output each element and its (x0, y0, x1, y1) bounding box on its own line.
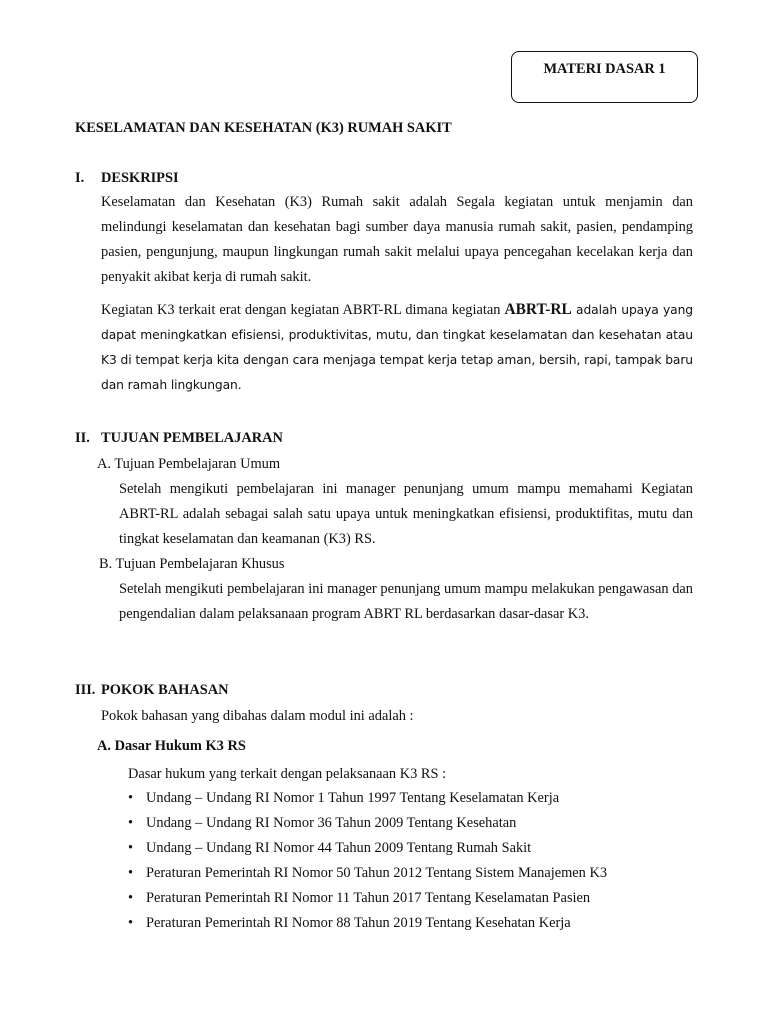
paragraph-2-text-a: Kegiatan K3 terkait erat dengan kegiatan ABRT-RL dimana kegiatan (101, 302, 505, 318)
section-1-heading: DESKRIPSI (101, 170, 179, 186)
subsection-a-heading: A. Dasar Hukum K3 RS (97, 738, 246, 754)
section-3-intro: Pokok bahasan yang dibahas dalam modul ini adalah : (101, 708, 414, 724)
paragraph-2-text-b: adalah upaya yang dapat meningkatkan efisiensi, produktivitas, mutu, dan tingkat keselamatan dan kesehatan atau K3 di tempat kerja kita dengan cara menjaga tempat kerja tetap aman, bersih, rapi, tampak baru dan ramah lingkungan. (101, 303, 693, 392)
objective-a-label: A. Tujuan Pembelajaran Umum (97, 456, 281, 472)
objective-b-text: Setelah mengikuti pembelajaran ini manager penunjang umum mampu melakukan pengawasan dan pengendalian dalam pelaksanaan program ABRT RL berdasarkan dasar-dasar K3. (119, 581, 693, 622)
bullet-marker: • (128, 915, 134, 931)
list-item (128, 911, 688, 936)
list-item-text: Undang – Undang RI Nomor 36 Tahun 2009 Tentang Kesehatan (146, 815, 517, 831)
section-2-number: II. (75, 430, 90, 446)
bullet-marker: • (128, 815, 134, 831)
list-item-text: Peraturan Pemerintah RI Nomor 11 Tahun 2017 Tentang Keselamatan Pasien (146, 890, 591, 906)
list-item-text: Undang – Undang RI Nomor 44 Tahun 2009 Tentang Rumah Sakit (146, 840, 532, 856)
section-1-number: I. (75, 170, 85, 186)
badge-label: MATERI DASAR 1 (543, 61, 666, 77)
objective-b-label: B. Tujuan Pembelajaran Khusus (99, 556, 285, 572)
legal-basis-list (128, 786, 688, 936)
bullet-marker: • (128, 840, 134, 856)
section-2-heading: TUJUAN PEMBELAJARAN (101, 430, 283, 446)
section-1-paragraph-1: Keselamatan dan Kesehatan (K3) Rumah sakit adalah Segala kegiatan untuk menjamin dan melindungi keselamatan dan kesehatan bagi sumber daya manusia rumah sakit, pasien, pendamping pasien, pengunjung, maupun lingkungan rumah sakit melalui upaya pencegahan kecelakan kerja dan penyakit akibat kerja di rumah sakit. (101, 194, 693, 285)
list-item (128, 811, 688, 836)
section-3-heading: POKOK BAHASAN (101, 682, 229, 698)
list-item-text: Undang – Undang RI Nomor 1 Tahun 1997 Tentang Keselamatan Kerja (146, 790, 560, 806)
list-item (128, 886, 688, 911)
paragraph-2-bold-term: ABRT-RL (504, 301, 572, 318)
list-item-text: Peraturan Pemerintah RI Nomor 50 Tahun 2012 Tentang Sistem Manajemen K3 (146, 865, 608, 881)
list-item (128, 861, 688, 886)
bullet-marker: • (128, 890, 134, 906)
document-title: KESELAMATAN DAN KESEHATAN (K3) RUMAH SAKIT (75, 120, 452, 136)
objective-a-text: Setelah mengikuti pembelajaran ini manager penunjang umum mampu memahami Kegiatan ABRT-RL adalah sebagai salah satu upaya untuk meningkatkan efisiensi, produktifitas, mutu dan tingkat keselamatan dan keamanan (K3) RS. (119, 481, 693, 547)
subsection-a-intro: Dasar hukum yang terkait dengan pelaksanaan K3 RS : (128, 766, 447, 782)
section-3-number: III. (75, 682, 96, 698)
section-1-paragraph-2 (101, 297, 693, 398)
list-item (128, 836, 688, 861)
bullet-marker: • (128, 865, 134, 881)
bullet-marker: • (128, 790, 134, 806)
list-item-text: Peraturan Pemerintah RI Nomor 88 Tahun 2019 Tentang Kesehatan Kerja (146, 915, 571, 931)
materi-badge (511, 51, 698, 103)
list-item (128, 786, 688, 811)
